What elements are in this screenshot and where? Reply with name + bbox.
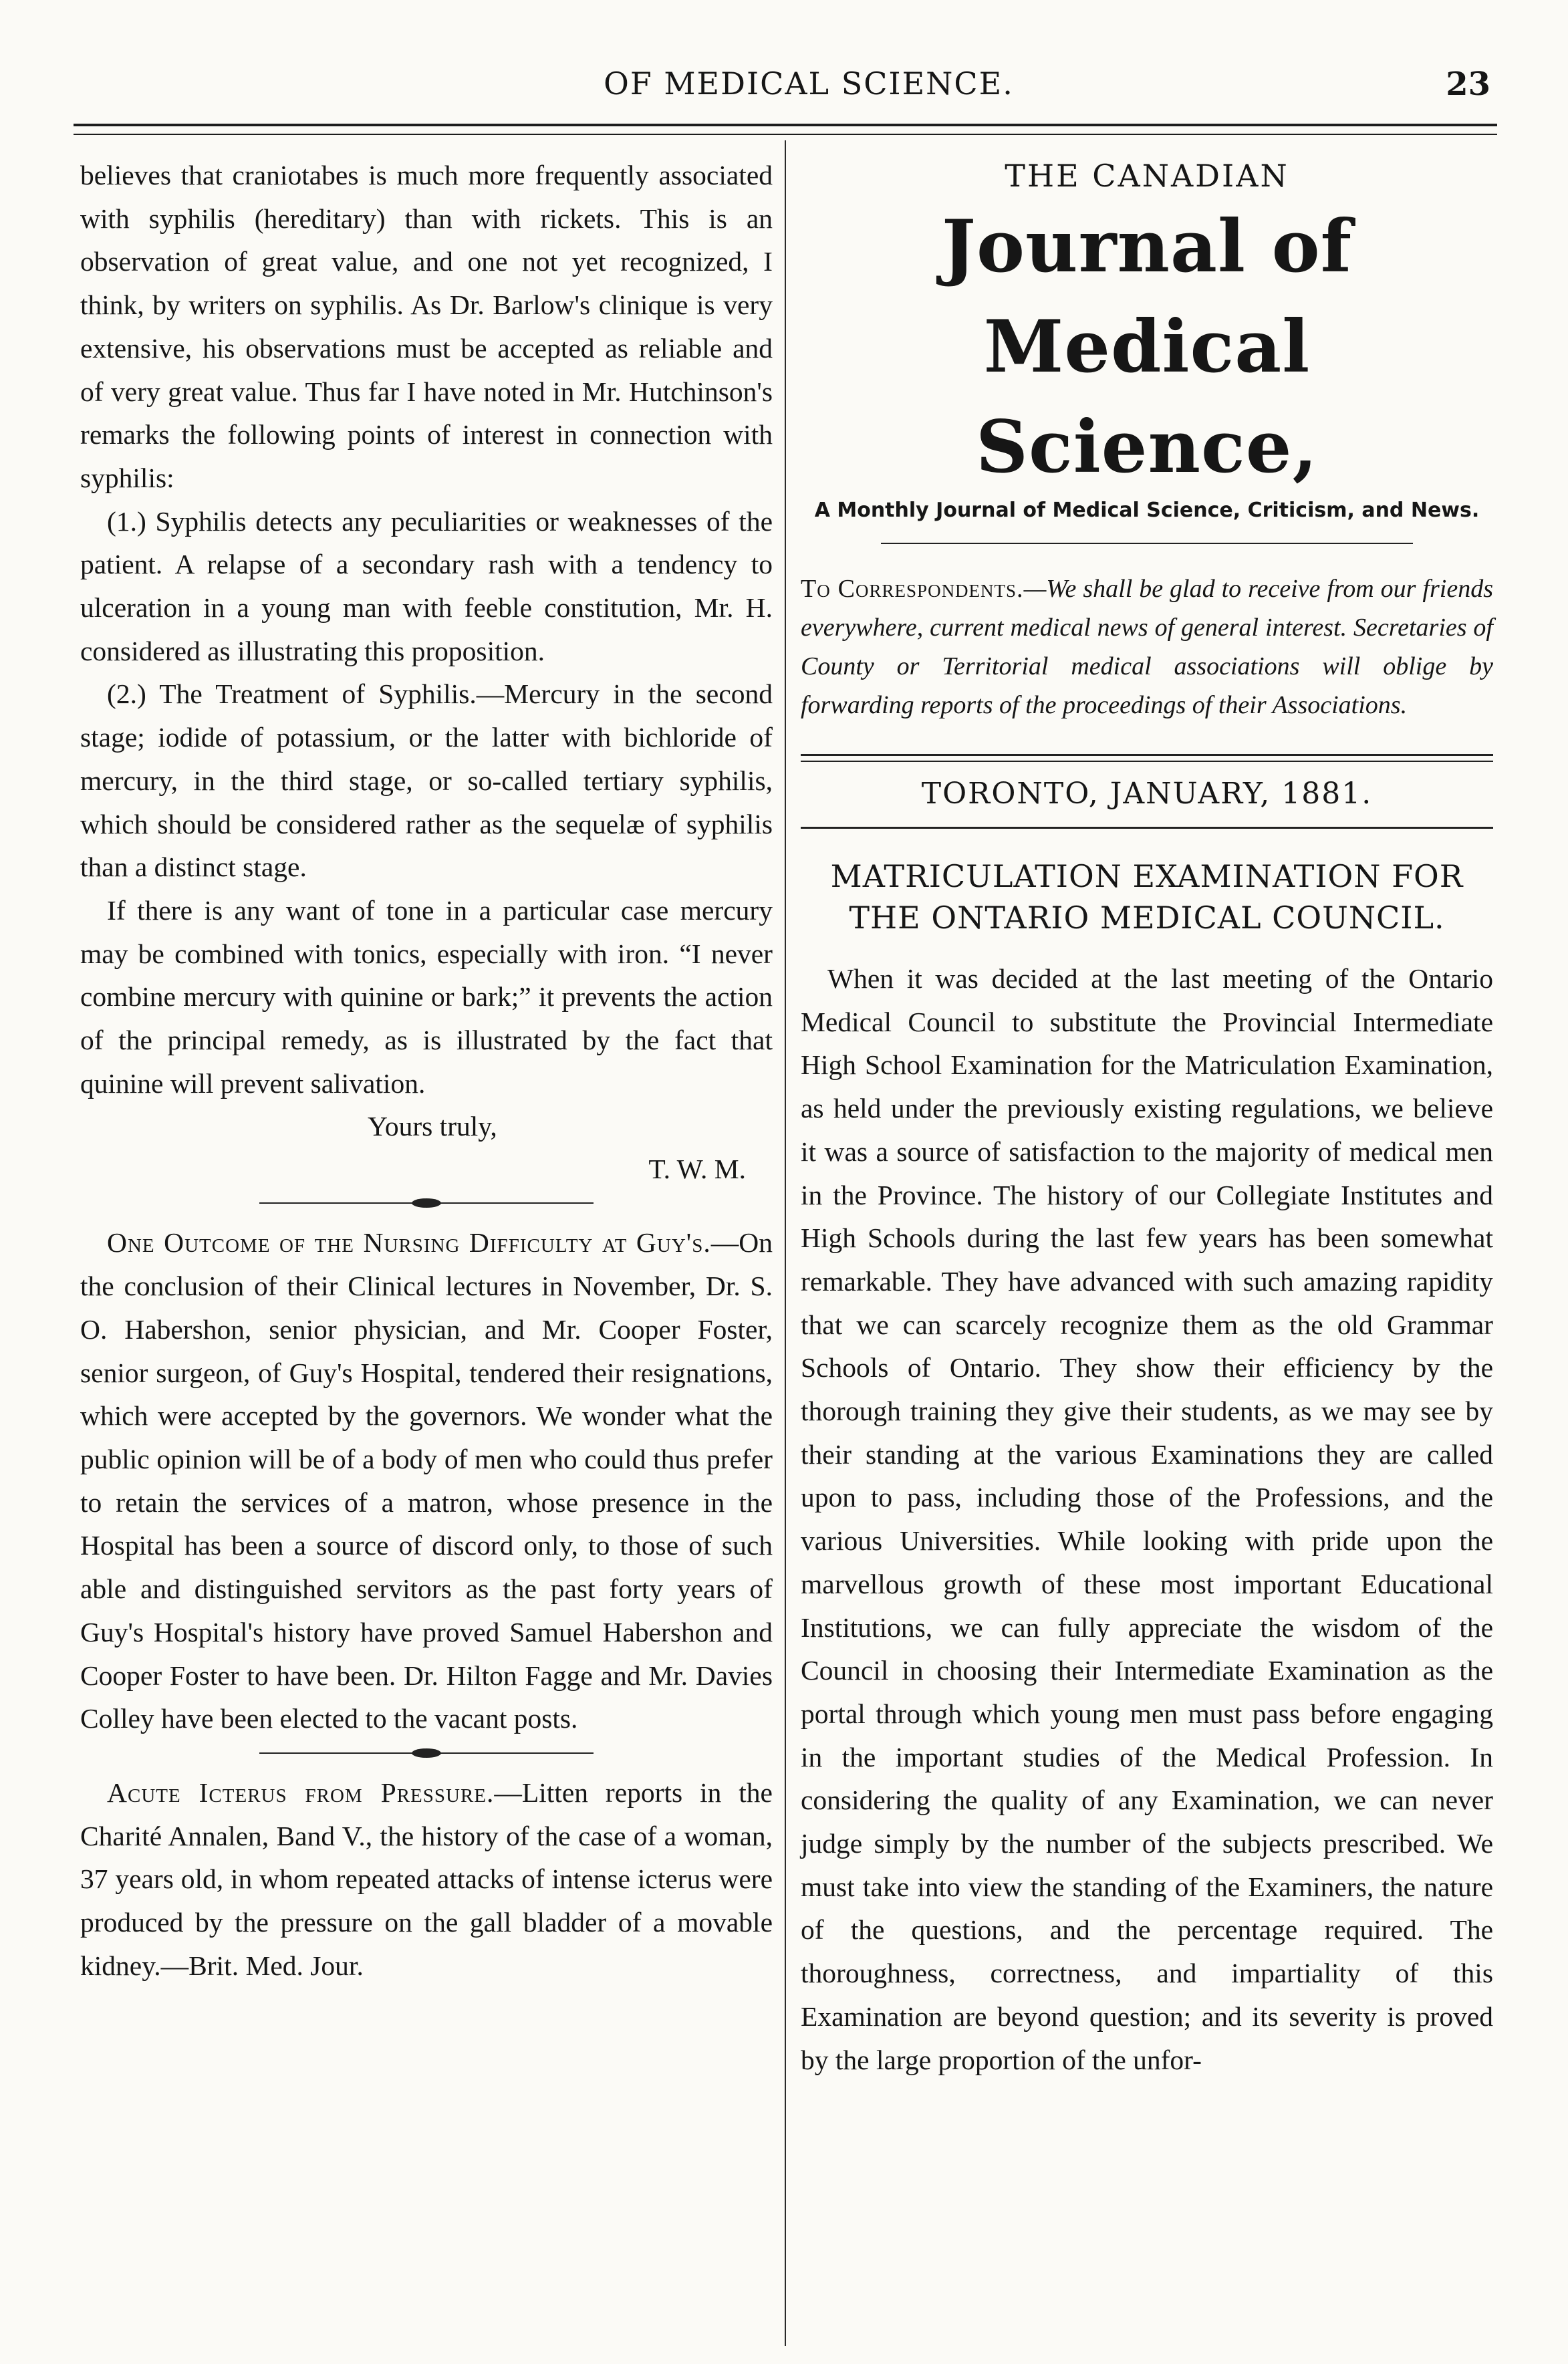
- letter-signature: T. W. M.: [648, 1154, 746, 1185]
- left-column: [80, 154, 773, 1987]
- letter-paragraph-3: (2.) The Treatment of Syphilis.—Mercury in the second stage; iodide of potassium, or the latter with bichloride of mercury, in the third stage, or so-called tertiary syphilis, which should be considered rather as the sequelæ of syphilis than a distinct stage.: [80, 678, 773, 883]
- masthead-kicker: THE CANADIAN: [1005, 158, 1289, 194]
- nursing-body: —On the conclusion of their Clinical lectures in November, Dr. S. O. Habershon, senior physician, and Mr. Cooper Foster, senior surgeon, of Guy's Hospital, tendered their resignations, which were accepted by the governors. We wonder what the public opinion will be of a body of men who could thus prefer to retain the services of a matron, whose presence in the Hospital has been a source of discord only, to those of such able and distinguished servitors as the past forty years of Guy's Hospital's history have proved Samuel Habershon and Cooper Foster to have been. Dr. Hilton Fagge and Mr. Davies Colley have been elected to the vacant posts.: [80, 1227, 773, 1734]
- ornamental-rule-2: [259, 1752, 594, 1754]
- dateline: TORONTO, JANUARY, 1881.: [921, 777, 1373, 811]
- nursing-item: [80, 1221, 773, 1740]
- running-head: [0, 55, 1568, 122]
- page-number: 23: [1446, 65, 1490, 103]
- letter-closing: Yours truly,: [368, 1111, 497, 1142]
- correspondents-heading: To Correspondents.: [801, 575, 1024, 603]
- icterus-heading: Acute Icterus from Pressure.: [107, 1777, 495, 1808]
- column-divider: [785, 140, 786, 2346]
- letter-paragraph-2: (1.) Syphilis detects any peculiarities or weaknesses of the patient. A relapse of a secondary rash with a tendency to ulceration in a young man with feeble constitution, Mr. H. considered as illustrating this proposition.: [80, 505, 773, 666]
- letter-paragraph-1: believes that craniotabes is much more frequently associated with syphilis (hereditary) than with rickets. This is an observation of great value, and one not yet recognized, I think, by writers on syphilis. As Dr. Barlow's clinique is very extensive, his observations must be accepted as reliable and of very great value. Thus far I have noted in Mr. Hutchinson's remarks the following points of interest in connection with syphilis:: [80, 160, 773, 493]
- dateline-rule-bottom: [801, 827, 1493, 829]
- nursing-heading: One Outcome of the Nursing Difficulty at Guy's.: [107, 1227, 711, 1259]
- running-title: OF MEDICAL SCIENCE.: [604, 65, 1014, 102]
- correspondents-body: —We shall be glad to receive from our friends everywhere, current medical news of general interest. Secretaries of County or Territorial medical associations will oblige by forwarding reports of the proceedings of their Associations.: [801, 575, 1493, 719]
- masthead-rule: [881, 543, 1413, 544]
- header-rule: [74, 124, 1497, 126]
- dateline-rule-top: [801, 754, 1493, 762]
- masthead-title: Journal of Medical Science,: [941, 205, 1353, 489]
- article-title: MATRICULATION EXAMINATION FOR THE ONTARIO MEDICAL COUNCIL.: [830, 858, 1464, 936]
- icterus-item: [80, 1771, 773, 1988]
- icterus-body: —Litten reports in the Charité Annalen, Band V., the history of the case of a woman, 37 years old, in whom repeated attacks of intense icterus were produced by the pressure on the gall bladder of a movable kidney.—Brit. Med. Jour.: [80, 1777, 773, 1981]
- header-rule-thin: [74, 134, 1497, 135]
- correspondents-notice: [801, 569, 1493, 725]
- letter-paragraph-4: If there is any want of tone in a particular case mercury may be combined with tonics, especially with iron. “I never combine mercury with quinine or bark;” it prevents the action of the principal remedy, as is illustrated by the fact that quinine will prevent salivation.: [80, 894, 773, 1099]
- ornamental-rule: [259, 1202, 594, 1204]
- masthead-subtitle: A Monthly Journal of Medical Science, Criticism, and News.: [814, 499, 1480, 522]
- right-column: [801, 154, 1493, 2081]
- article-body: When it was decided at the last meeting of the Ontario Medical Council to substitute the Provincial Intermediate High School Examination for the Matriculation Examination, as held under the previously existing regulations, we believe it was a source of satisfaction to the majority of medical men in the Province. The history of our Collegiate Institutes and High Schools during the last few years has been somewhat remarkable. They have advanced with such amazing rapidity that we can scarcely recognize them as the old Grammar Schools of Ontario. They show their efficiency by the thorough training they give their students, as we may see by their standing at the various Examinations they are called upon to pass, including those of the Professions, and the various Universities. While looking with pride upon the marvellous growth of these most important Educational Institutions, we can fully appreciate the wisdom of the Council in choosing their Intermediate Examination as the portal through which young men must pass before engaging in the important studies of the Medical Profession. In considering the quality of any Examination, we can never judge simply by the number of the subjects prescribed. We must take into view the standing of the Examiners, the nature of the questions, and the percentage required. The thoroughness, correctness, and impartiality of this Examination are beyond question; and its severity is proved by the large proportion of the unfor-: [801, 963, 1493, 2075]
